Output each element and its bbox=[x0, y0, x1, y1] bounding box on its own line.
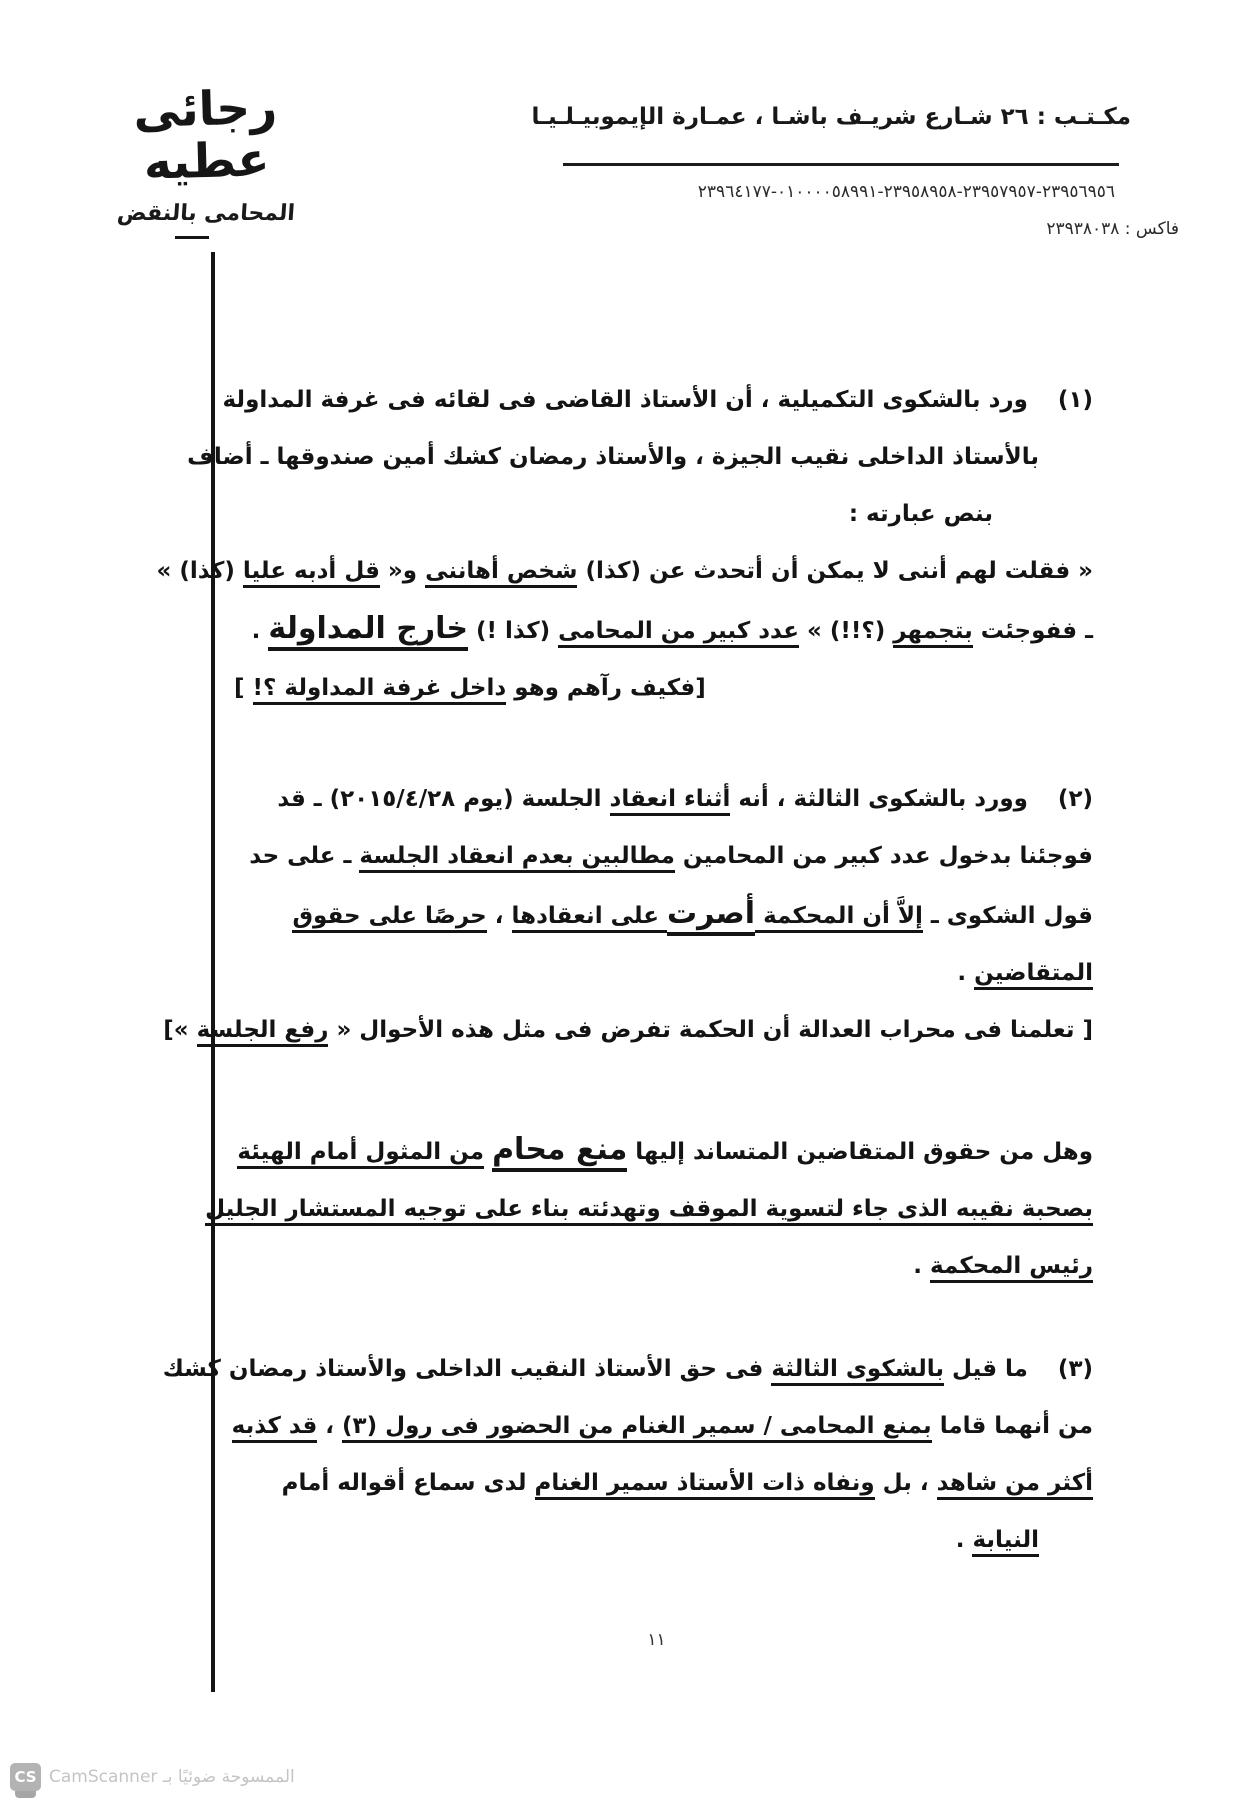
text-run: . bbox=[251, 618, 269, 644]
text-run: رئيس المحكمة bbox=[930, 1253, 1093, 1283]
text-line bbox=[163, 1002, 1093, 1059]
text-run: شخص أهاننى bbox=[425, 558, 577, 588]
text-run: فى حق الأستاذ النقيب الداخلى والأستاذ رمضان كشك bbox=[162, 1356, 772, 1382]
text-line bbox=[220, 486, 1093, 543]
text-run: بالأستاذ الداخلى نقيب الجيزة ، والأستاذ رمضان كشك أمين صندوقها ـ أضاف bbox=[187, 444, 1039, 470]
text-line bbox=[220, 1455, 1093, 1512]
text-run: ما قيل bbox=[944, 1356, 1028, 1382]
text-line bbox=[220, 945, 1093, 1002]
text-run: من المثول أمام الهيئة bbox=[237, 1139, 484, 1169]
document-body bbox=[156, 372, 1093, 1569]
header-divider-rule bbox=[563, 163, 1119, 166]
text-run: ] bbox=[234, 675, 253, 701]
text-line bbox=[220, 1238, 1093, 1295]
text-run: حرصًا على حقوق bbox=[292, 903, 486, 933]
paragraph-number: (٣) bbox=[1057, 1356, 1093, 1382]
text-line bbox=[220, 372, 1093, 429]
text-run: « فقلت لهم أننى لا يمكن أن أتحدث عن (كذا) bbox=[577, 558, 1093, 584]
text-run: بصحبة نقيبه الذى جاء لتسوية الموقف وتهدئته بناء على توجيه المستشار الجليل bbox=[205, 1196, 1093, 1226]
camscanner-watermark-text: الممسوحة ضوئيًا بـ CamScanner bbox=[49, 1767, 295, 1787]
text-run bbox=[484, 1139, 492, 1165]
text-run: ورد بالشكوى التكميلية ، أن الأستاذ القاضى فى لقائه فى غرفة المداولة bbox=[222, 387, 1028, 413]
text-run: النيابة bbox=[972, 1527, 1039, 1557]
text-run: لدى سماع أقواله أمام bbox=[281, 1470, 535, 1496]
text-line bbox=[205, 1181, 1093, 1238]
text-run: قول الشكوى ـ bbox=[922, 903, 1093, 929]
lawyer-title: المحامى بالنقض bbox=[116, 201, 296, 227]
paragraph-number: (٢) bbox=[1057, 786, 1093, 812]
text-line bbox=[156, 543, 1093, 600]
text-line bbox=[220, 828, 1093, 885]
text-line bbox=[187, 429, 1093, 486]
text-run: قد كذبه bbox=[232, 1413, 318, 1443]
text-run: ـ ففوجئت bbox=[972, 618, 1093, 644]
text-run: . bbox=[955, 1527, 973, 1553]
text-run: ، bbox=[317, 1413, 343, 1439]
text-run: ونفاه ذات الأستاذ سمير الغنام bbox=[535, 1470, 875, 1500]
text-run: بتجمهر bbox=[893, 618, 973, 648]
text-run: خارج المداولة bbox=[268, 611, 468, 651]
text-run: مطالبين بعدم انعقاد الجلسة bbox=[359, 843, 675, 873]
fax-number: فاكس : ٢٣٩٣٨٠٣٨ bbox=[1046, 219, 1179, 239]
text-run: (كذا) » bbox=[156, 558, 243, 584]
text-run: »] bbox=[163, 1017, 197, 1043]
text-run: أثناء انعقاد bbox=[610, 786, 731, 816]
text-run: (كذا !) bbox=[468, 618, 559, 644]
text-run: عدد كبير من المحامى bbox=[558, 618, 799, 648]
text-run: أكثر من شاهد bbox=[937, 1470, 1093, 1500]
text-run: [ تعلمنا فى محراب العدالة أن الحكمة تفرض فى مثل هذه الأحوال « bbox=[328, 1017, 1093, 1043]
text-run: و« bbox=[379, 558, 426, 584]
text-run: الجلسة (يوم ٢٠١٥/٤/٢٨) ـ قد bbox=[277, 786, 610, 812]
text-line bbox=[220, 885, 1093, 945]
text-line bbox=[162, 1341, 1093, 1398]
text-run: المتقاضين bbox=[974, 960, 1093, 990]
text-run: [فكيف رآهم وهو bbox=[506, 675, 706, 701]
text-run: (؟!!) » bbox=[799, 618, 894, 644]
text-run: فوجئنا بدخول عدد كبير من المحامين bbox=[674, 843, 1093, 869]
lawyer-name-calligraphy: رجائى عطيه bbox=[132, 80, 278, 191]
text-run: منع محام bbox=[492, 1132, 627, 1172]
text-line bbox=[220, 1121, 1093, 1181]
text-line bbox=[220, 600, 1093, 660]
office-address: مكـتـب : ٢٦ شـارع شريـف باشـا ، عمـارة الإيموبيـلـيـا bbox=[531, 104, 1131, 130]
text-run: أصرت bbox=[667, 896, 755, 936]
letterhead-logo bbox=[78, 80, 334, 239]
text-run: . bbox=[957, 960, 975, 986]
logo-underline-dash bbox=[175, 236, 209, 239]
text-run: ـ على حد bbox=[249, 843, 360, 869]
page-number: ١١ bbox=[647, 1630, 666, 1650]
text-run: وهل من حقوق المتقاضين المتساند إليها bbox=[627, 1139, 1093, 1165]
phone-numbers: ٢٣٩٥٦٩٥٦-٢٣٩٥٧٩٥٧-٢٣٩٥٨٩٥٨-٠١٠٠٠٠٥٨٩٩١-٢٣٩٦٤١٧٧ bbox=[697, 182, 1115, 202]
text-line bbox=[220, 660, 1093, 717]
paragraph-number: (١) bbox=[1057, 387, 1093, 413]
text-run: ، bbox=[486, 903, 512, 929]
text-run: من أنهما قاما bbox=[931, 1413, 1093, 1439]
text-run: على انعقادها bbox=[512, 903, 667, 933]
text-run: رفع الجلسة bbox=[197, 1017, 329, 1047]
text-run: وورد بالشكوى الثالثة ، أنه bbox=[730, 786, 1028, 812]
text-run: إلاَّ أن المحكمة bbox=[755, 903, 923, 933]
camscanner-icon: CS bbox=[10, 1763, 41, 1791]
text-run: بمنع المحامى / سمير الغنام من الحضور فى رول (٣) bbox=[342, 1413, 932, 1443]
text-run: بالشكوى الثالثة bbox=[771, 1356, 944, 1386]
text-line bbox=[220, 771, 1093, 828]
text-run: بنص عبارته : bbox=[848, 501, 993, 527]
text-line bbox=[220, 1398, 1093, 1455]
text-line bbox=[220, 1512, 1093, 1569]
text-run: قل أدبه عليا bbox=[243, 558, 380, 588]
text-run: . bbox=[913, 1253, 930, 1279]
text-run: داخل غرفة المداولة ؟! bbox=[253, 675, 507, 705]
text-run: ، بل bbox=[874, 1470, 937, 1496]
